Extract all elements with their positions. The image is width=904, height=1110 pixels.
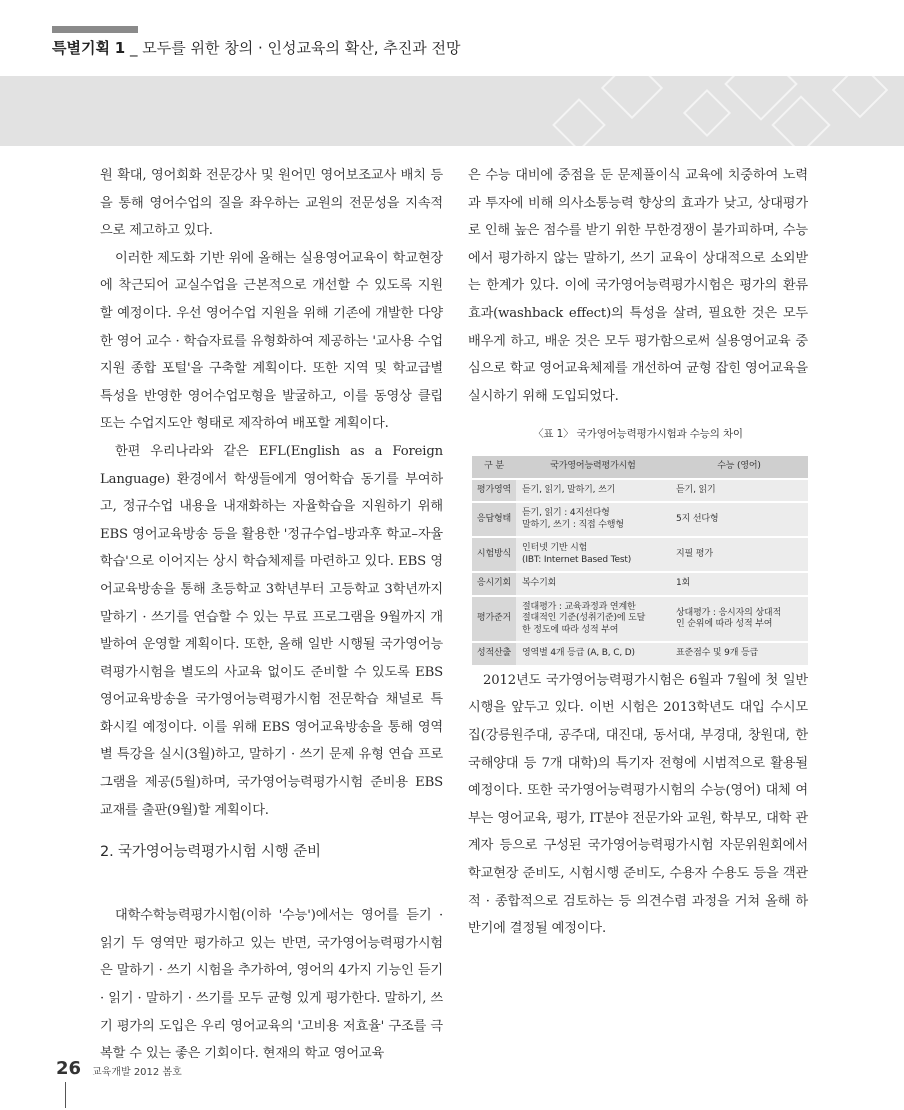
- paragraph: 원 확대, 영어회화 전문강사 및 원어민 영어보조교사 배치 등을 통해 영어수업의 질을 좌우하는 교원의 전문성을 지속적으로 제고하고 있다.: [100, 168, 443, 239]
- table-cell: 듣기, 읽기: [670, 479, 808, 503]
- paragraph: 은 수능 대비에 중점을 둔 문제풀이식 교육에 치중하여 노력과 투자에 비해 의사소통능력 향상의 효과가 낮고, 상대평가로 인해 높은 점수를 받기 위한 무한경쟁이 불가피하며, 수능에서 평가하지 않는 말하기, 쓰기 교육이 상대적으로 소외받는 한계가 있다. 이에 국가영어능력평가시험은 평가의 환류효과(washback effect)의 특성을 살려, 필요한 것은 모두 배우게 하고, 배운 것은 모두 평가함으로써 실용영어교육 중심으로 학교 영어교육체제를 개선하여 균형 잡힌 영어교육을 실시하기 위해 도입되었다.: [468, 168, 808, 404]
- table-cell: 복수기회: [516, 572, 670, 596]
- table-cell: 상대평가 : 응시자의 상대적 인 순위에 따라 성적 부여: [670, 596, 808, 643]
- paragraph: 한편 우리나라와 같은 EFL(English as a Foreign Language) 환경에서 학생들에게 영어학습 동기를 부여하고, 정규수업 내용을 내재화하는 자율학습을 지원하기 위해 EBS 영어교육방송 등을 활용한 '정규수업–방과후 학교–자율학습'으로 이어지는 상시 학습체제를 마련하고 있다. EBS 영어교육방송을 통해 초등학교 3학년부터 고등학교 3학년까지 말하기 · 쓰기를 연습할 수 있는 무료 프로그램을 9월까지 개발하여 운영할 계획이다. 또한, 올해 일반 시행될 국가영어능력평가시험을 별도의 사교육 없이도 준비할 수 있도록 EBS 영어교육방송을 국가영어능력평가시험 전문학습 채널로 특화시킬 예정이다. 이를 위해 EBS 영어교육방송을 통해 영역별 특강을 실시(3월)하고, 말하기 · 쓰기 문제 유형 연습 프로그램을 제공(5월)하며, 국가영어능력평가시험 준비용 EBS 교재를 출판(9월)할 계획이다.: [100, 443, 443, 818]
- table-row-header: 평가준거: [472, 596, 516, 643]
- table-row-header: 응답형태: [472, 502, 516, 537]
- table-row: [472, 596, 808, 643]
- table-cell: 1회: [670, 572, 808, 596]
- publication-name: 교육개발 2012 봄호: [92, 1067, 182, 1078]
- comparison-table: [472, 456, 808, 667]
- table-row: [472, 572, 808, 596]
- table-caption: 〈표 1〉 국가영어능력평가시험과 수능의 차이: [533, 428, 743, 441]
- paragraph: 대학수학능력평가시험(이하 '수능')에서는 영어를 듣기 · 읽기 두 영역만 평가하고 있는 반면, 국가영어능력평가시험은 말하기 · 쓰기 시험을 추가하여, 영어의 4가지 기능인 듣기 · 읽기 · 말하기 · 쓰기를 모두 균형 있게 평가한다. 말하기, 쓰기 평가의 도입은 우리 영어교육의 '고비용 저효율' 구조를 극복할 수 있는 좋은 기회이다. 현재의 학교 영어교육: [100, 908, 443, 1062]
- table-body: [472, 479, 808, 666]
- decorative-square: [771, 95, 830, 146]
- table-row: [472, 537, 808, 572]
- right-column: [468, 162, 808, 943]
- header-accent-bar: [52, 26, 138, 33]
- paragraph: 이러한 제도화 기반 위에 올해는 실용영어교육이 학교현장에 착근되어 교실수업을 근본적으로 개선할 수 있도록 지원할 예정이다. 우선 영어수업 지원을 위해 기존에 개발한 다양한 영어 교수 · 학습자료를 유형화하여 제공하는 '교사용 수업지원 종합 포털'을 구축할 계획이다. 또한 지역 및 학교급별 특성을 반영한 영어수업모형을 발굴하고, 이를 동영상 클립 또는 수업지도안 형태로 제작하여 배포할 계획이다.: [100, 250, 443, 432]
- table-cell: 표준점수 및 9개 등급: [670, 642, 808, 666]
- table-row: [472, 502, 808, 537]
- header-title: 모두를 위한 창의 · 인성교육의 확산, 추진과 전망: [142, 39, 461, 57]
- table-row-header: 시험방식: [472, 537, 516, 572]
- table-header-row: [472, 456, 808, 479]
- table-cell: 절대평가 : 교육과정과 연계한 절대적인 기준(성취기준)에 도달 한 정도에 따라 성적 부여: [516, 596, 670, 643]
- decorative-square: [683, 89, 731, 137]
- table-cell: 듣기, 읽기, 말하기, 쓰기: [516, 479, 670, 503]
- table-cell: 5지 선다형: [670, 502, 808, 537]
- table-header-cell: 구 분: [472, 456, 516, 479]
- decorative-band: [0, 76, 904, 146]
- decorative-square: [832, 76, 889, 118]
- header-number: 1: [114, 39, 126, 57]
- table-cell: 인터넷 기반 시험 (IBT: Internet Based Test): [516, 537, 670, 572]
- header-separator: _: [129, 39, 138, 57]
- table-cell: 듣기, 읽기 : 4지선다형 말하기, 쓰기 : 직접 수행형: [516, 502, 670, 537]
- table-row: [472, 479, 808, 503]
- decorative-square: [552, 98, 606, 146]
- page-number: 26: [56, 1058, 82, 1079]
- table-header-cell: 수능 (영어): [670, 456, 808, 479]
- header-series: 특별기획: [52, 39, 110, 57]
- section-heading: 2. 국가영어능력평가시험 시행 준비: [100, 844, 321, 861]
- table-cell: 지필 평가: [670, 537, 808, 572]
- table-row-header: 평가영역: [472, 479, 516, 503]
- left-column: [100, 162, 443, 1068]
- table-row-header: 응시기회: [472, 572, 516, 596]
- table-row: [472, 642, 808, 666]
- running-header: [52, 37, 460, 58]
- table-cell: 영역별 4개 등급 (A, B, C, D): [516, 642, 670, 666]
- paragraph: 2012년도 국가영어능력평가시험은 6월과 7월에 첫 일반시행을 앞두고 있다. 이번 시험은 2013학년도 대입 수시모집(강릉원주대, 공주대, 대진대, 동서대, 부경대, 창원대, 한국해양대 등 7개 대학)의 특기자 전형에 시범적으로 활용될 예정이다. 또한 국가영어능력평가시험의 수능(영어) 대체 여부는 영어교육, 평가, IT분야 전문가와 교원, 학부모, 대학 관계자 등으로 구성된 국가영어능력평가시험 자문위원회에서 학교현장 준비도, 시험시행 준비도, 수용자 수용도 등을 객관적 · 종합적으로 검토하는 등 의견수렴 과정을 거쳐 올해 하반기에 결정될 예정이다.: [468, 672, 808, 937]
- footer-divider: [65, 1082, 66, 1108]
- table-row-header: 성적산출: [472, 642, 516, 666]
- decorative-square: [601, 76, 663, 119]
- table-header-cell: 국가영어능력평가시험: [516, 456, 670, 479]
